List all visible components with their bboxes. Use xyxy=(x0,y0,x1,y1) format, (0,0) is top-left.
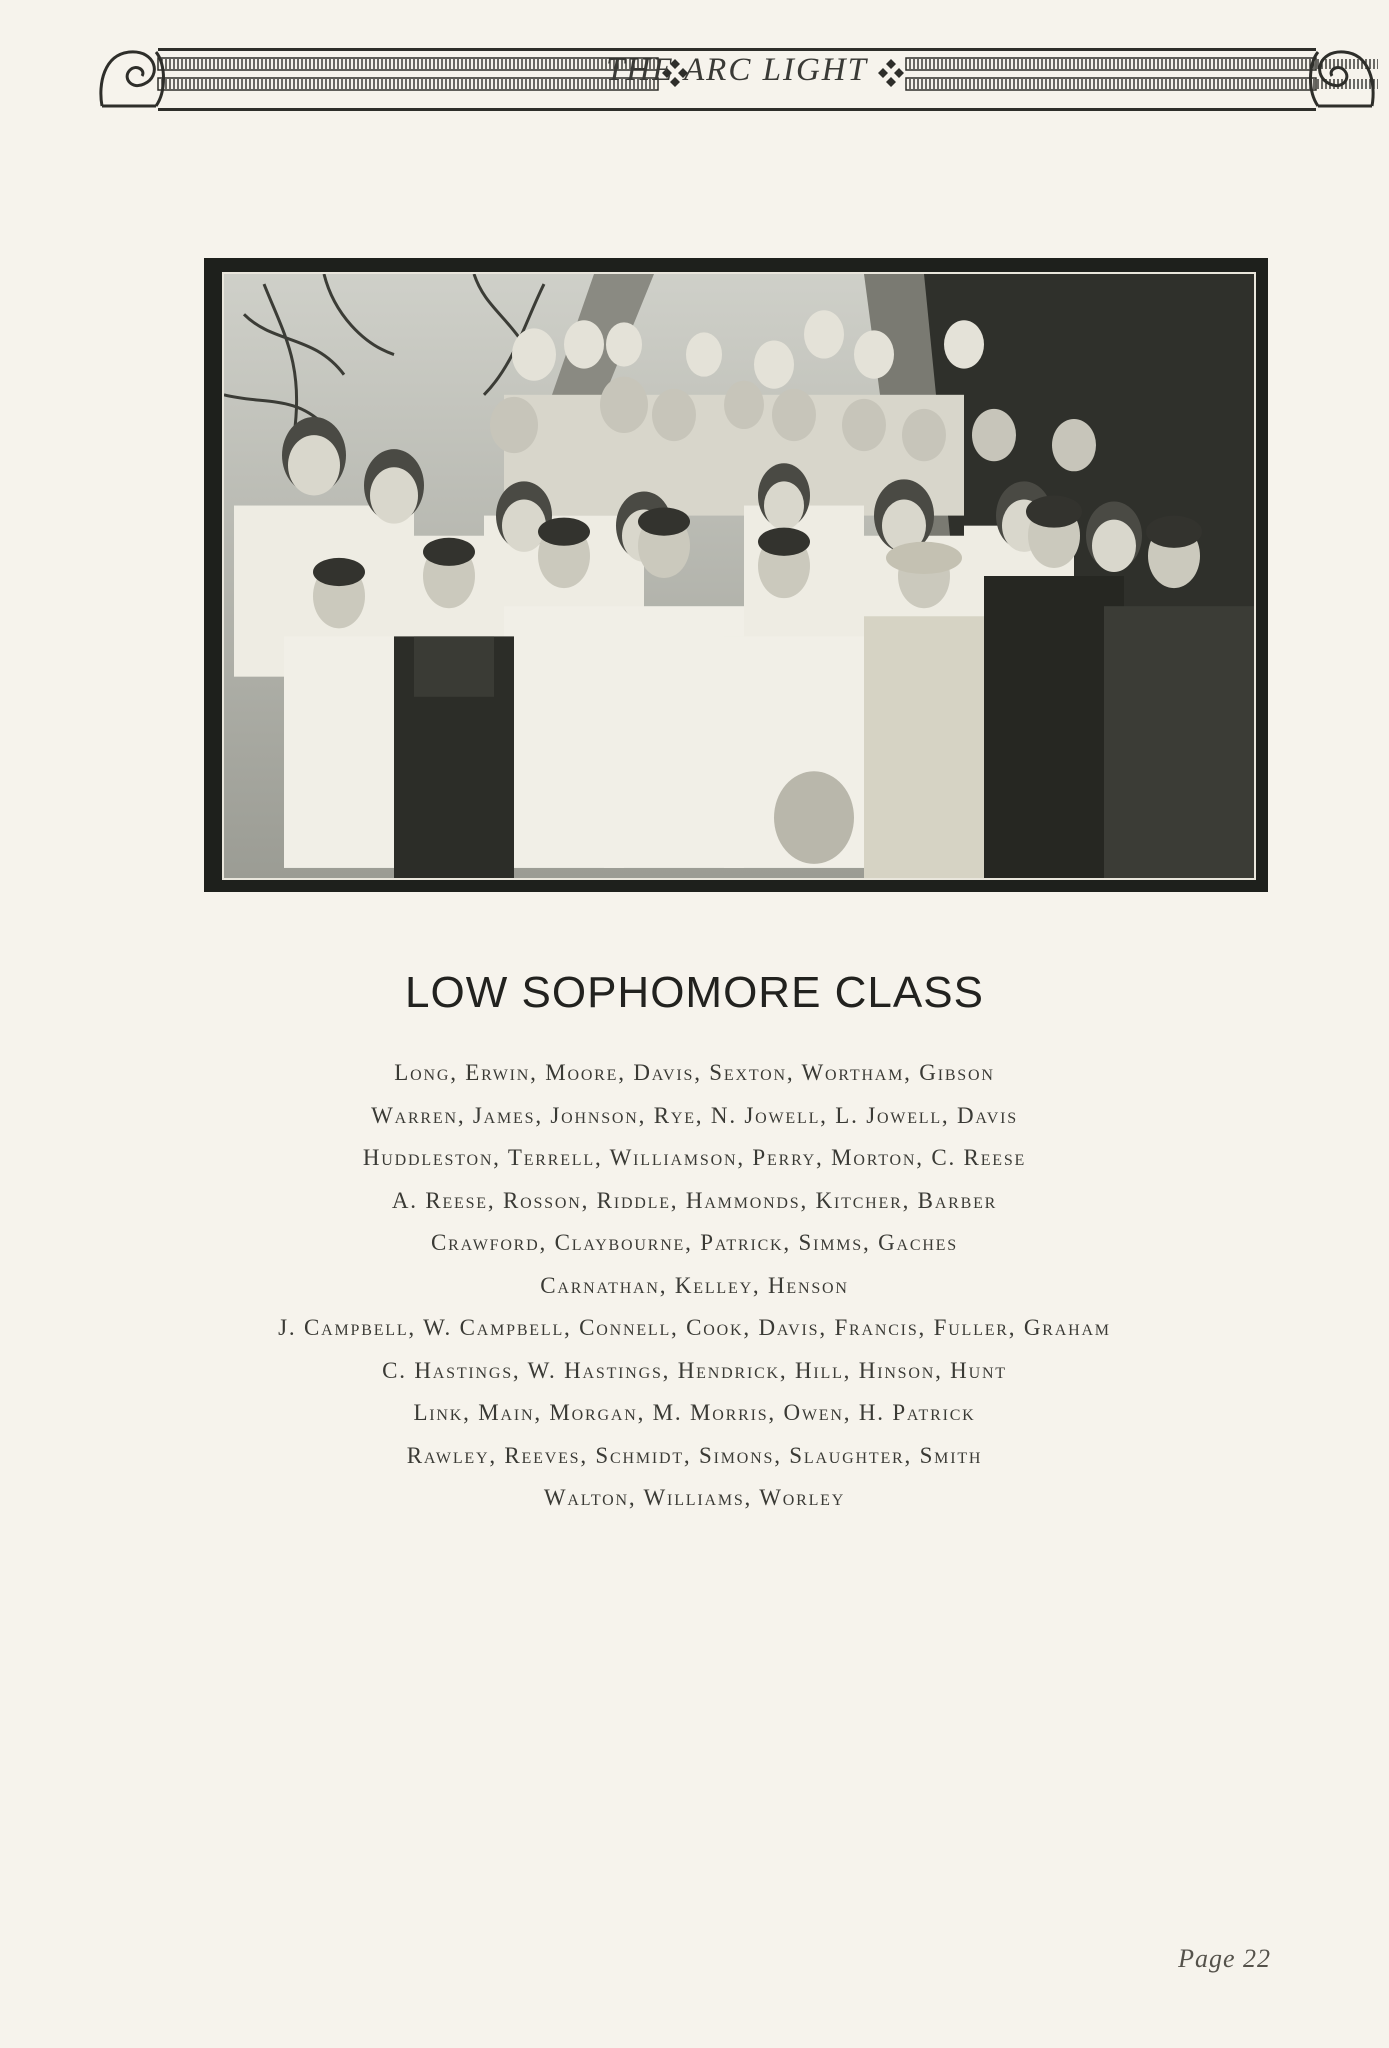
roster-line: Huddleston, Terrell, Williamson, Perry, Morton, C. Reese xyxy=(362,1145,1027,1170)
publication-title: THE ARC LIGHT xyxy=(606,52,868,88)
class-roster xyxy=(150,1052,1239,1520)
page-header-banner xyxy=(96,44,1378,116)
roster-line: J. Campbell, W. Campbell, Connell, Cook, Davis, Francis, Fuller, Graham xyxy=(278,1315,1111,1340)
roster-line: C. Hastings, W. Hastings, Hendrick, Hill, Hinson, Hunt xyxy=(382,1357,1007,1383)
roster-line: Rawley, Reeves, Schmidt, Simons, Slaughter, Smith xyxy=(406,1442,983,1468)
roster-line: Carnathan, Kelley, Henson xyxy=(540,1272,849,1298)
roster-line: Link, Main, Morgan, M. Morris, Owen, H. Patrick xyxy=(413,1400,976,1425)
class-photo-frame xyxy=(204,258,1268,892)
roster-line: Walton, Williams, Worley xyxy=(543,1485,846,1510)
roster-line: Long, Erwin, Moore, Davis, Sexton, Wortham, Gibson xyxy=(394,1060,995,1085)
group-photo-icon xyxy=(224,274,1254,878)
section-heading: LOW SOPHOMORE CLASS xyxy=(405,968,984,1017)
roster-line: Crawford, Claybourne, Patrick, Simms, Gaches xyxy=(431,1230,958,1255)
roster-line: A. Reese, Rosson, Riddle, Hammonds, Kitcher, Barber xyxy=(391,1187,998,1213)
roster-line: Warren, James, Johnson, Rye, N. Jowell, L. Jowell, Davis xyxy=(371,1102,1018,1128)
page-number: Page 22 xyxy=(1178,1944,1271,1973)
class-group-photo xyxy=(222,272,1256,880)
